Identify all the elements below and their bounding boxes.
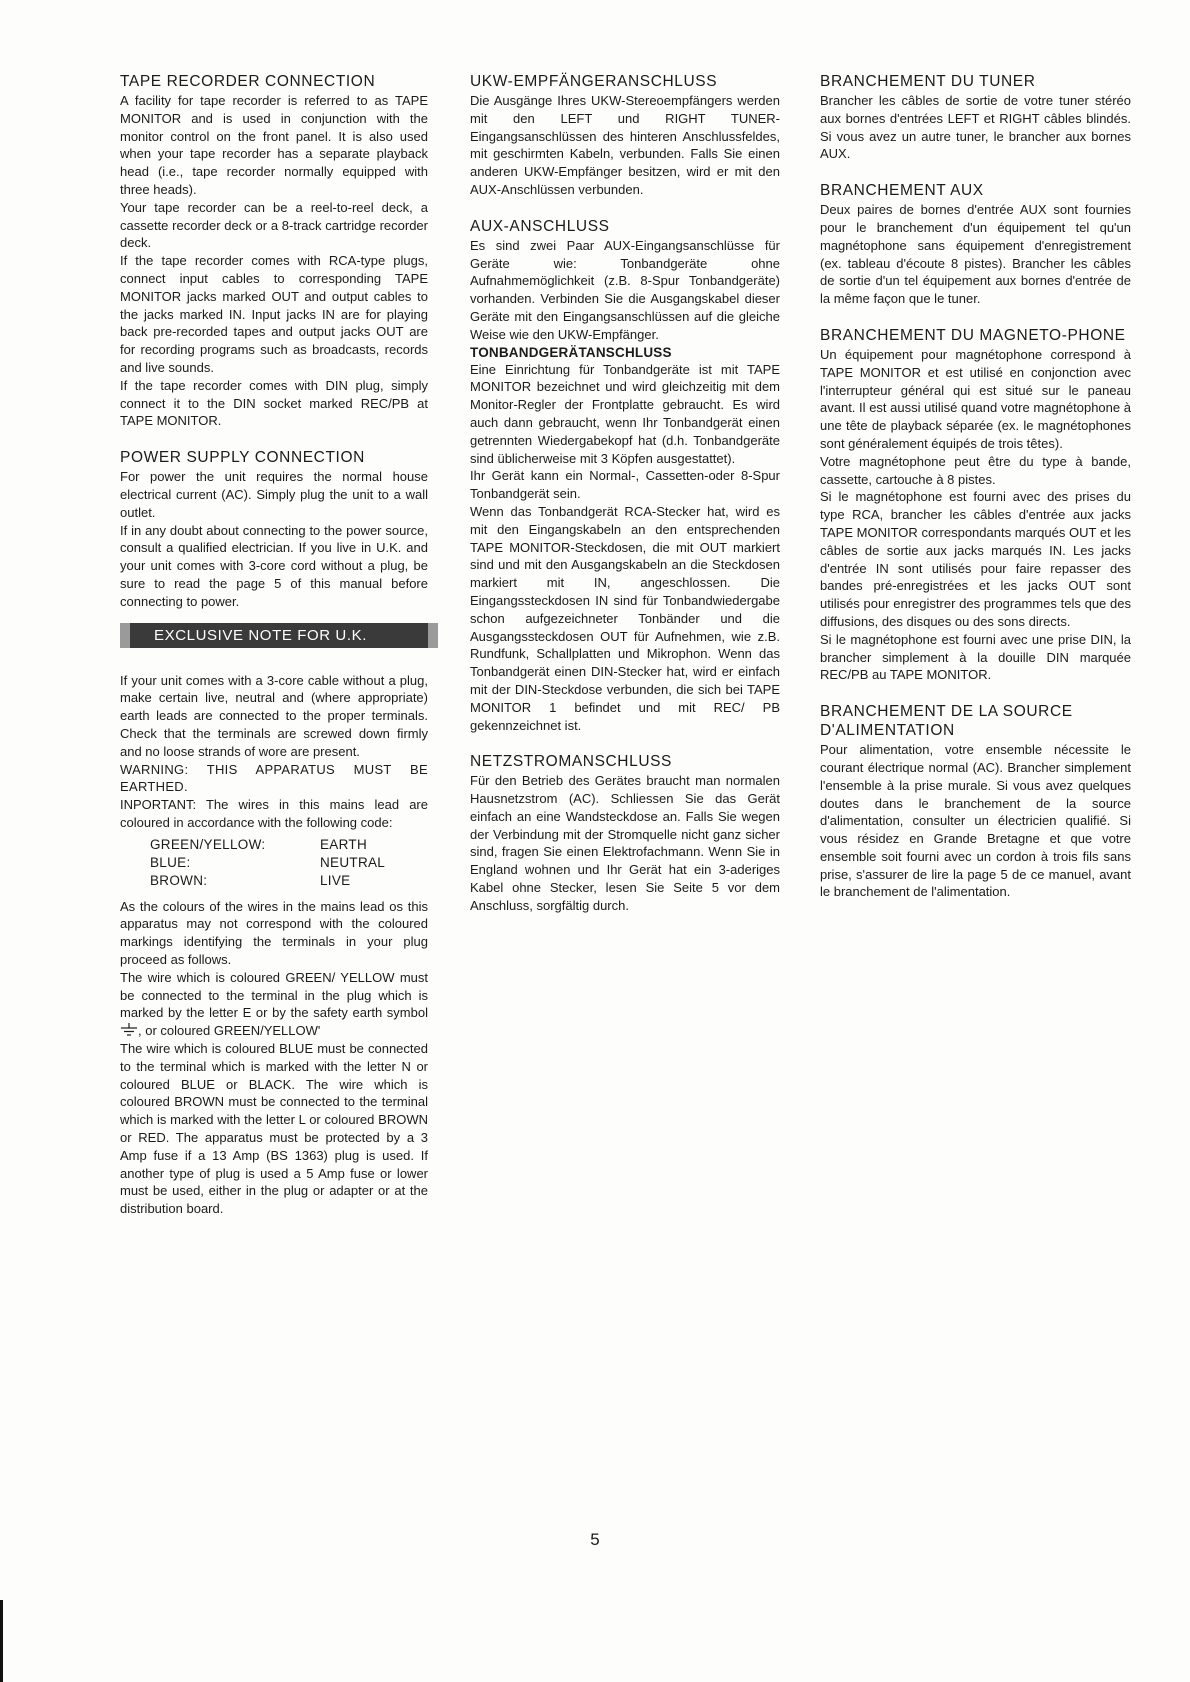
- ukw-empfaenger-heading: UKW-EMPFÄNGERANSCHLUSS: [470, 73, 718, 90]
- netzstrom-heading: NETZSTROMANSCHLUSS: [470, 753, 672, 771]
- branchement-magnetophone-heading: BRANCHEMENT DU MAGNETO-PHONE: [820, 326, 1126, 344]
- wiring-colour: GREEN/YELLOW:: [150, 836, 266, 852]
- wiring-meaning: EARTH: [320, 836, 368, 852]
- tuner-paragraph-1: Brancher les câbles de sortie de votre tuner stéréo aux bornes d'entrées LEFT et RIGHT câbles blindés. Si vous avez un autre tuner, le brancher aux bornes AUX.: [820, 93, 1131, 162]
- branchement-alimentation-heading: BRANCHEMENT DE LA SOURCE D'ALIMENTATION: [820, 703, 1073, 740]
- uk-note-paragraph-2: As the colours of the wires in the mains lead os this apparatus may not correspond with the coloured markings identifying the terminals in your plug proceed as follows.: [120, 898, 428, 968]
- tonbandgeraet-heading: TONBANDGERÄTANSCHLUSS: [470, 344, 672, 360]
- tonband-paragraph-1: Eine Einrichtung für Tonbandgeräte ist mit TAPE MONITOR bezeichnet und wird gleichzeitig mit dem Monitor-Regler der Frontplatte gebraucht. Es wird auch dann gebraucht, wenn Ihr Tonbandgerät einen getrennten Wiedergabekopf hat (d.h. Tonbandgeräte sind üblicherweise mit 3 Köpfen ausgestattet).: [470, 361, 780, 466]
- earth-symbol-icon: [120, 1023, 138, 1037]
- uk-note-paragraph-3-tail: , or coloured GREEN/YELLOW': [138, 1023, 321, 1039]
- aux-fr-paragraph-1: Deux paires de bornes d'entrée AUX sont fournies pour le branchement d'un équipement tel qu'un magnétophone sans équipement d'enregistrement (ex. tableau d'écoute 8 pistes). Brancher les câbles de sortie d'un tel équipement aux bornes d'entrée de la même façon que le tuner.: [820, 202, 1131, 307]
- tape-recorder-connection-heading: TAPE RECORDER CONNECTION: [120, 73, 376, 90]
- tape-recorder-paragraph-3: If the tape recorder comes with RCA-type plugs, connect input cables to corresponding TAPE MONITOR jacks marked OUT and output cables to the jacks marked IN. Input jacks IN are for playing back pre-recorded tapes and output jacks OUT are for recording programs such as broadcasts, records and live sounds.: [120, 253, 428, 375]
- uk-note-paragraph-3: [120, 969, 428, 1040]
- branchement-tuner-heading: BRANCHEMENT DU TUNER: [820, 73, 1036, 90]
- power-supply-paragraph-2: If in any doubt about connecting to the power source, consult a qualified electrician. If you live in U.K. and your unit comes with 3-core cord without a plug, be sure to read the page 5 of this manual before connecting to power.: [120, 522, 428, 609]
- magnetophone-paragraph-4: Si le magnétophone est fourni avec une prise DIN, la brancher simplement à la douille DIN marquée REC/PB au TAPE MONITOR.: [820, 631, 1131, 683]
- scan-edge-mark: [0, 1600, 3, 1682]
- exclusive-note-uk-banner: EXCLUSIVE NOTE FOR U.K.: [120, 623, 438, 648]
- wiring-meaning: NEUTRAL: [320, 854, 386, 870]
- wiring-colour: BLUE:: [150, 854, 191, 870]
- page-number: 5: [590, 1530, 600, 1549]
- warning-text: WARNING: THIS APPARATUS MUST BE EARTHED.: [120, 761, 428, 795]
- english-column: [120, 72, 428, 1218]
- power-supply-paragraph-1: For power the unit requires the normal house electrical current (AC). Simply plug the unit to a wall outlet.: [120, 469, 428, 520]
- uk-note-paragraph-4: The wire which is coloured BLUE must be connected to the terminal which is marked with the letter N or coloured BLUE or BLACK. The wire which is coloured BROWN must be connected to the terminal which is marked with the letter L or coloured BROWN or RED. The apparatus must be protected by a 3 Amp fuse if a 13 Amp (BS 1363) plug is used. If another type of plug is used a 5 Amp fuse or lower must be used, either in the plug or adapter or at the distribution board.: [120, 1041, 428, 1217]
- tape-recorder-paragraph-2: Your tape recorder can be a reel-to-reel deck, a cassette recorder deck or a 8-track cartridge recorder deck.: [120, 199, 428, 251]
- wiring-meaning: LIVE: [320, 872, 351, 888]
- ukw-paragraph-1: Die Ausgänge Ihres UKW-Stereoempfängers werden mit den LEFT und RIGHT TUNER-Eingangsanschlüssen des hinteren Anschlussfeldes, mit geschirmten Kabeln, verbunden. Falls Sie einen anderen UKW-Empfänger besitzen, wird er mit den AUX-Anschlüssen verbunden.: [470, 93, 780, 197]
- german-column: [470, 72, 780, 915]
- uk-note-paragraph-3-text: The wire which is coloured GREEN/ YELLOW must be connected to the terminal in the plug which is marked by the letter E or by the safety earth symbol: [120, 969, 428, 1021]
- tape-recorder-paragraph-4: If the tape recorder comes with DIN plug, simply connect it to the DIN socket marked REC/PB at TAPE MONITOR.: [120, 377, 428, 429]
- aux-anschluss-heading: AUX-ANSCHLUSS: [470, 217, 610, 235]
- wiring-code-table: [150, 836, 428, 890]
- magnetophone-paragraph-2: Votre magnétophone peut être du type à bande, cassette, cartouche à 8 pistes.: [820, 453, 1131, 487]
- important-text: INPORTANT: The wires in this mains lead are coloured in accordance with the following code:: [120, 797, 428, 830]
- magnetophone-paragraph-1: Un équipement pour magnétophone correspond à TAPE MONITOR et est utilisé en conjonction avec l'interrupteur général qui est situé sur le paneau avant. Il est aussi utilisé quand votre magnétophone à une tête de playback séparée (ex. le magnétophones sont généralement équipés de trois têtes).: [820, 346, 1131, 451]
- magnetophone-paragraph-3: Si le magnétophone est fourni avec des prises du type RCA, brancher les câbles d'entrée aux jacks TAPE MONITOR correspondants marqués OUT et les câbles de sortie aux jacks marqués IN. Les jacks d'entrée IN sont utilisés pour faire repasser des bandes pré-enregistrées et les jacks OUT sont utilisés pour enregistrer des programmes tels que des diffusions, des disques ou des sons directs.: [820, 489, 1131, 629]
- uk-note-paragraph-1: If your unit comes with a 3-core cable without a plug, make certain live, neutral and (where appropriate) earth leads are connected to the proper terminals. Check that the terminals are screwed down firmly and no loose strands of wore are present.: [120, 672, 428, 759]
- branchement-aux-heading: BRANCHEMENT AUX: [820, 182, 984, 200]
- french-column: [820, 72, 1131, 901]
- alimentation-paragraph-1: Pour alimentation, votre ensemble nécessite le courant électrique normal (AC). Brancher simplement l'ensemble à la prise murale. Si vous avez quelques doutes dans le branchement de la source d'alimentation, consulter un électricien qualifié. Si vous résidez en Grande Bretagne et que votre ensemble soit fourni avec un cordon à trois fils sans prise, s'assurer de lire la page 5 de ce manuel, avant le branchement de l'alimentation.: [820, 742, 1131, 900]
- tonband-paragraph-2: Ihr Gerät kann ein Normal-, Cassetten-oder 8-Spur Tonbandgerät sein.: [470, 468, 780, 502]
- wiring-colour: BROWN:: [150, 872, 208, 888]
- tape-recorder-paragraph-1: A facility for tape recorder is referred to as TAPE MONITOR and is used in conjunction with the monitor control on the front panel. It is also used when your tape recorder has a separate playback head (i.e., tape recorder normally equipped with three heads).: [120, 93, 428, 197]
- netzstrom-paragraph-1: Für den Betrieb des Gerätes braucht man normalen Hausnetzstrom (AC). Schliessen Sie das Gerät einfach an eine Wandsteckdose an. Falls Sie wegen der Verbindung mit der Stromquelle nicht ganz sicher sind, fragen Sie einen Elektrofachmann. Wenn Sie in England wohnen und Ihr Gerät hat ein 3-aderiges Kabel ohne Stecker, lesen Sie Seite 5 vor dem Anschluss, sorgfältig durch.: [470, 773, 780, 913]
- aux-anschluss-paragraph-1: Es sind zwei Paar AUX-Eingangsanschlüsse für Geräte wie: Tonbandgeräte ohne Aufnahmemöglichkeit (z.B. 8-Spur Tonbandgeräte) vorhanden. Verbinden Sie die Ausgangskabel dieser Geräte mit den Eingangsanschlüssen auf die gleiche Weise wie den UKW-Empfänger.: [470, 237, 780, 342]
- tonband-paragraph-3: Wenn das Tonbandgerät RCA-Stecker hat, wird es mit den Eingangskabeln an den entsprechenden TAPE MONITOR-Steckdosen, die mit OUT markiert sind und mit den Ausgangskabeln an die Steckdosen markiert mit IN, angeschlossen. Die Eingangssteckdosen IN sind für Tonbandwiedergabe schon aufgezeichneter Tonbänder und die Ausgangssteckdosen OUT für Aufnehmen, wie z.B. Rundfunk, Schallplatten und Mikrophon. Wenn das Tonbandgerät einen DIN-Stecker hat, wird er einfach mit der DIN-Steckdose verbunden, die sich bei TAPE MONITOR 1 befindet und mit REC/ PB gekennzeichnet ist.: [470, 503, 780, 733]
- power-supply-connection-heading: POWER SUPPLY CONNECTION: [120, 449, 365, 467]
